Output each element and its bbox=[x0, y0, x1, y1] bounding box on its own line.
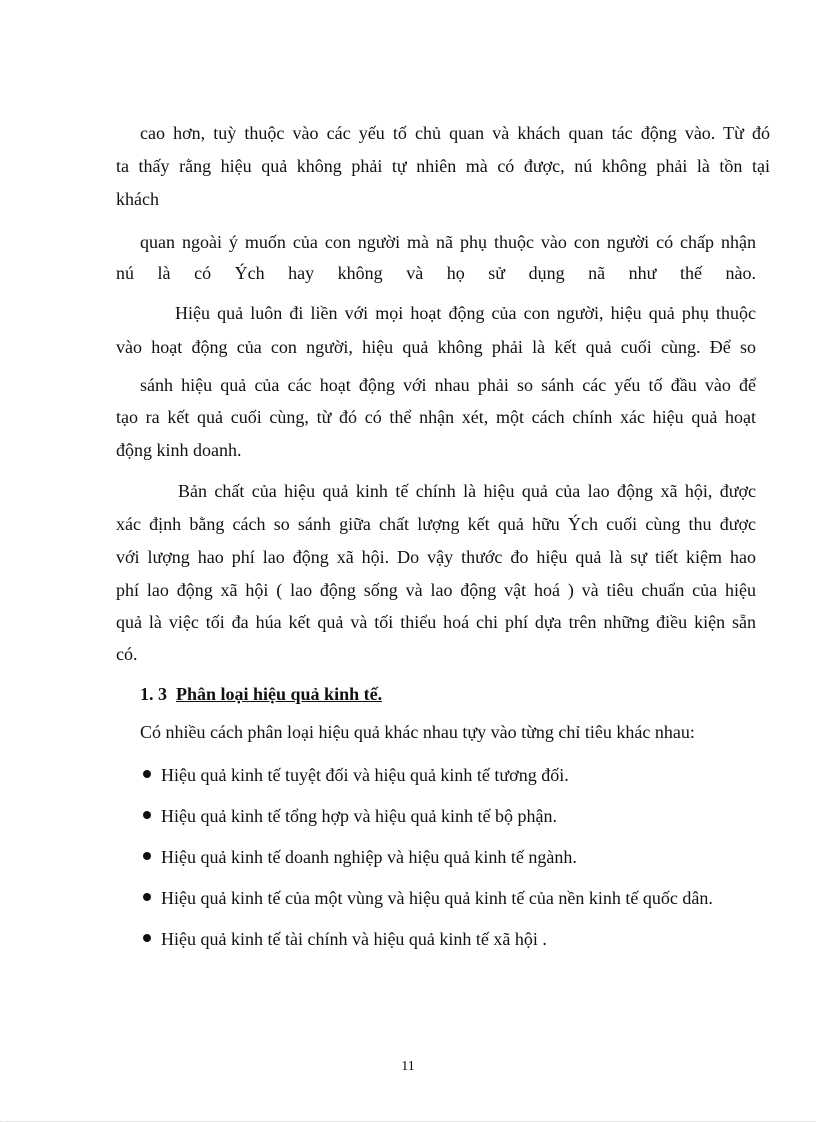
bullet-icon bbox=[143, 852, 151, 860]
paragraph-line: Hiệu quả luôn đi liền với mọi hoạt động của con người, hiệu quả phụ thuộc bbox=[175, 303, 756, 323]
paragraph-line: xác định bằng cách so sánh giữa chất lượng kết quả hữu Ých cuối cùng thu được bbox=[116, 514, 756, 534]
paragraph-line: tạo ra kết quả cuối cùng, từ đó có thể nhận xét, một cách chính xác hiệu quả hoạt bbox=[116, 407, 756, 427]
paragraph-line: với lượng hao phí lao động xã hội. Do vậy thước đo hiệu quả là sự tiết kiệm hao bbox=[116, 547, 756, 567]
paragraph-line: quả là việc tối đa húa kết quả và tối thiểu hoá chi phí dựa trên những điều kiện sẵn bbox=[116, 612, 756, 632]
section-title: Phân loại hiệu quả kinh tế. bbox=[176, 684, 383, 704]
paragraph-line: sánh hiệu quả của các hoạt động với nhau phải so sánh các yếu tố đầu vào để bbox=[140, 375, 756, 395]
paragraph-line: Bản chất của hiệu quả kinh tế chính là hiệu quả của lao động xã hội, được bbox=[178, 481, 756, 501]
paragraph-line: phí lao động xã hội ( lao động sống và lao động vật hoá ) và tiêu chuẩn của hiệu bbox=[116, 580, 756, 600]
page-number: 11 bbox=[401, 1059, 415, 1074]
section-number: 1. 3 bbox=[140, 684, 167, 704]
paragraph-line: khách bbox=[116, 189, 159, 209]
bullet-icon bbox=[143, 811, 151, 819]
paragraph-line: vào hoạt động của con người, hiệu quả không phải là kết quả cuối cùng. Để so bbox=[116, 337, 756, 357]
section-heading bbox=[140, 683, 382, 705]
paragraph-line: động kinh doanh. bbox=[116, 440, 242, 460]
bullet-icon bbox=[143, 770, 151, 778]
list-item: Hiệu quả kinh tế của một vùng và hiệu quả kinh tế của nền kinh tế quốc dân. bbox=[143, 887, 713, 909]
paragraph-line: ta thấy rằng hiệu quả không phải tự nhiên mà có được, nú không phải là tồn tại bbox=[116, 156, 770, 176]
paragraph-line: quan ngoài ý muốn của con người mà nã phụ thuộc vào con người có chấp nhận bbox=[140, 232, 756, 252]
paragraph-line: nú là có Ých hay không và họ sử dụng nã như thế nào. bbox=[116, 263, 756, 283]
list-item: Hiệu quả kinh tế doanh nghiệp và hiệu quả kinh tế ngành. bbox=[143, 846, 577, 868]
list-item: Hiệu quả kinh tế tổng hợp và hiệu quả kinh tế bộ phận. bbox=[143, 805, 557, 827]
bullet-icon bbox=[143, 893, 151, 901]
list-item: Hiệu quả kinh tế tuyệt đối và hiệu quả kinh tế tương đối. bbox=[143, 764, 569, 786]
list-item: Hiệu quả kinh tế tài chính và hiệu quả kinh tế xã hội . bbox=[143, 928, 547, 950]
paragraph-line: có. bbox=[116, 644, 138, 664]
section-intro: Có nhiều cách phân loại hiệu quả khác nhau tựy vào từng chỉ tiêu khác nhau: bbox=[140, 722, 695, 742]
bullet-icon bbox=[143, 934, 151, 942]
paragraph-line: cao hơn, tuỳ thuộc vào các yếu tố chủ quan và khách quan tác động vào. Từ đó bbox=[140, 123, 770, 143]
